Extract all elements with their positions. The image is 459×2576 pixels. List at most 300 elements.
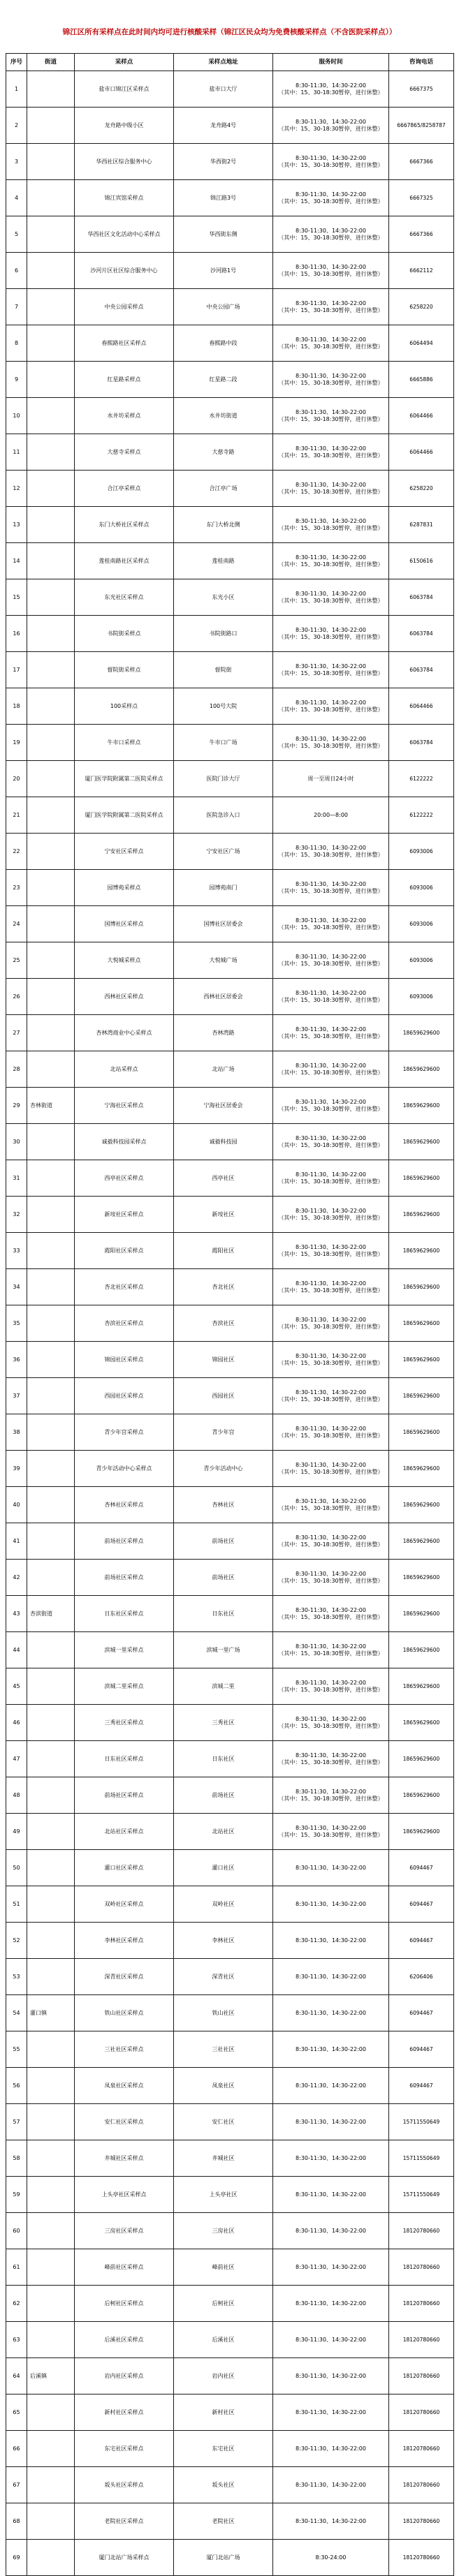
row-site-name: 中央公园采样点 — [75, 289, 174, 325]
row-street — [27, 725, 75, 761]
row-phone: 18659629600 — [389, 1741, 454, 1777]
row-street — [27, 1378, 75, 1414]
row-number: 23 — [6, 870, 27, 906]
table-row — [6, 1523, 454, 1560]
row-number: 67 — [6, 2467, 27, 2503]
row-number: 8 — [6, 325, 27, 362]
row-service-time: 8:30-11:30、14:30-22:00 （其中：15、30-18:30暂停，进行休整） — [273, 1632, 389, 1668]
table-row — [6, 1451, 454, 1487]
row-phone: 15711550649 — [389, 2140, 454, 2177]
row-address: 宁海社区居委会 — [174, 1088, 273, 1124]
row-street — [27, 253, 75, 289]
row-number: 36 — [6, 1342, 27, 1378]
row-service-time: 8:30-11:30、14:30-22:00 — [273, 2286, 389, 2322]
row-phone: 18659629600 — [389, 1705, 454, 1741]
row-street — [27, 1051, 75, 1088]
row-service-time: 8:30-11:30、14:30-22:00 — [273, 2177, 389, 2213]
row-street — [27, 797, 75, 834]
row-phone: 6667865/8258787 — [389, 108, 454, 144]
row-service-time: 8:30-11:30、14:30-22:00 （其中：15、30-18:30暂停，进行休整） — [273, 1124, 389, 1160]
row-phone: 6093006 — [389, 870, 454, 906]
table-row — [6, 579, 454, 616]
row-street — [27, 1233, 75, 1269]
table-row — [6, 1051, 454, 1088]
table-row — [6, 1705, 454, 1741]
row-number: 58 — [6, 2140, 27, 2177]
row-number: 1 — [6, 71, 27, 108]
row-street — [27, 2394, 75, 2431]
row-service-time: 8:30-11:30、14:30-22:00 （其中：15、30-18:30暂停，进行休整） — [273, 1342, 389, 1378]
row-site-name: 凤泉社区采样点 — [75, 2068, 174, 2104]
table-row — [6, 1995, 454, 2031]
row-street — [27, 652, 75, 688]
row-street — [27, 1160, 75, 1197]
row-number: 47 — [6, 1741, 27, 1777]
row-phone: 15711550649 — [389, 2177, 454, 2213]
row-number: 31 — [6, 1160, 27, 1197]
row-number: 63 — [6, 2322, 27, 2358]
header-site: 采样点 — [75, 54, 174, 71]
row-number: 34 — [6, 1269, 27, 1305]
table-row — [6, 1088, 454, 1124]
table-row — [6, 2540, 454, 2576]
row-phone: 6122222 — [389, 761, 454, 797]
row-site-name: 北站社区采样点 — [75, 1814, 174, 1850]
row-phone: 6662112 — [389, 253, 454, 289]
row-service-time: 8:30-11:30、14:30-22:00 （其中：15、30-18:30暂停，进行休整） — [273, 942, 389, 979]
table-row — [6, 1197, 454, 1233]
row-address: 医院门诊大厅 — [174, 761, 273, 797]
table-row — [6, 761, 454, 797]
row-phone: 6287831 — [389, 507, 454, 543]
table-row — [6, 1560, 454, 1596]
table-body — [6, 54, 454, 2576]
row-phone: 18659629600 — [389, 1233, 454, 1269]
row-street — [27, 1959, 75, 1995]
row-street: 灌口镇 — [27, 1995, 75, 2031]
row-number: 69 — [6, 2540, 27, 2576]
table-row — [6, 906, 454, 942]
row-number: 12 — [6, 471, 27, 507]
row-site-name: 灌口社区采样点 — [75, 1850, 174, 1886]
row-site-name: 春熙路社区采样点 — [75, 325, 174, 362]
row-phone: 18120780660 — [389, 2431, 454, 2467]
row-service-time: 8:30-11:30、14:30-22:00 — [273, 2322, 389, 2358]
row-street — [27, 1850, 75, 1886]
row-service-time: 8:30-11:30、14:30-22:00 （其中：15、30-18:30暂停，进行休整） — [273, 1560, 389, 1596]
row-address: 红星路二段 — [174, 362, 273, 398]
row-site-name: 前场社区采样点 — [75, 1560, 174, 1596]
table-row — [6, 1414, 454, 1451]
row-phone: 18659629600 — [389, 1088, 454, 1124]
table-row — [6, 1015, 454, 1051]
row-street — [27, 108, 75, 144]
row-site-name: 后柯社区采样点 — [75, 2286, 174, 2322]
row-address: 园博苑南门 — [174, 870, 273, 906]
row-street — [27, 1923, 75, 1959]
row-number: 61 — [6, 2249, 27, 2286]
row-site-name: 滨城二里采样点 — [75, 1668, 174, 1705]
row-phone: 18659629600 — [389, 1305, 454, 1342]
row-street — [27, 979, 75, 1015]
row-service-time: 8:30-11:30、14:30-22:00 （其中：15、30-18:30暂停，进行休整） — [273, 180, 389, 216]
row-street — [27, 2540, 75, 2576]
table-row — [6, 1668, 454, 1705]
row-phone: 6063784 — [389, 579, 454, 616]
row-site-name: 杏滨社区采样点 — [75, 1305, 174, 1342]
table-row — [6, 1124, 454, 1160]
table-row — [6, 253, 454, 289]
row-site-name: 100采样点 — [75, 688, 174, 725]
row-service-time: 8:30-11:30、14:30-22:00 — [273, 1850, 389, 1886]
row-street — [27, 1305, 75, 1342]
row-street — [27, 906, 75, 942]
table-row — [6, 362, 454, 398]
row-site-name: 井城社区采样点 — [75, 2140, 174, 2177]
row-phone: 6667325 — [389, 180, 454, 216]
row-site-name: 峰前社区采样点 — [75, 2249, 174, 2286]
row-street — [27, 870, 75, 906]
row-phone: 6094467 — [389, 1886, 454, 1923]
row-service-time: 8:30-11:30、14:30-22:00 （其中：15、30-18:30暂停，进行休整） — [273, 906, 389, 942]
row-phone: 18120780660 — [389, 2503, 454, 2540]
table-row — [6, 2177, 454, 2213]
row-address: 东光小区 — [174, 579, 273, 616]
row-service-time: 8:30-11:30、14:30-22:00 （其中：15、30-18:30暂停，进行休整） — [273, 434, 389, 471]
row-site-name: 新村社区采样点 — [75, 2394, 174, 2431]
row-number: 19 — [6, 725, 27, 761]
row-number: 18 — [6, 688, 27, 725]
row-address: 诚毅科技园 — [174, 1124, 273, 1160]
row-address: 前场社区 — [174, 1560, 273, 1596]
row-street — [27, 1560, 75, 1596]
row-street — [27, 180, 75, 216]
row-service-time: 8:30-11:30、14:30-22:00 （其中：15、30-18:30暂停，进行休整） — [273, 1741, 389, 1777]
header-phone: 咨询电话 — [389, 54, 454, 71]
row-site-name: 锦江宾馆采样点 — [75, 180, 174, 216]
row-number: 29 — [6, 1088, 27, 1124]
row-address: 李林社区 — [174, 1923, 273, 1959]
row-street — [27, 325, 75, 362]
row-service-time: 8:30-11:30、14:30-22:00 — [273, 2068, 389, 2104]
row-service-time: 8:30-11:30、14:30-22:00 （其中：15、30-18:30暂停，进行休整） — [273, 507, 389, 543]
row-site-name: 牛市口采样点 — [75, 725, 174, 761]
row-number: 30 — [6, 1124, 27, 1160]
row-address: 峰前社区 — [174, 2249, 273, 2286]
table-row — [6, 725, 454, 761]
table-row — [6, 2068, 454, 2104]
row-service-time: 8:30-11:30、14:30-22:00 （其中：15、30-18:30暂停，进行休整） — [273, 108, 389, 144]
row-number: 65 — [6, 2394, 27, 2431]
row-address: 坂头社区 — [174, 2467, 273, 2503]
row-site-name: 杏林社区采样点 — [75, 1487, 174, 1523]
row-number: 35 — [6, 1305, 27, 1342]
row-site-name: 大悦城采样点 — [75, 942, 174, 979]
row-site-name: 深青社区采样点 — [75, 1959, 174, 1995]
table-row — [6, 1487, 454, 1523]
row-street: 后溪镇 — [27, 2358, 75, 2394]
row-number: 40 — [6, 1487, 27, 1523]
row-number: 17 — [6, 652, 27, 688]
row-site-name: 沙河片区社区综合服务中心 — [75, 253, 174, 289]
row-address: 滨城二里 — [174, 1668, 273, 1705]
table-row — [6, 471, 454, 507]
row-phone: 6064466 — [389, 434, 454, 471]
row-address: 华西街2号 — [174, 144, 273, 180]
table-row — [6, 2394, 454, 2431]
table-row — [6, 1305, 454, 1342]
row-service-time: 8:30-11:30、14:30-22:00 （其中：15、30-18:30暂停，进行休整） — [273, 1814, 389, 1850]
row-site-name: 东光社区采样点 — [75, 579, 174, 616]
row-phone: 6206406 — [389, 1959, 454, 1995]
row-phone: 6667366 — [389, 216, 454, 253]
row-phone: 6093006 — [389, 834, 454, 870]
table-row — [6, 1596, 454, 1632]
row-number: 22 — [6, 834, 27, 870]
row-number: 64 — [6, 2358, 27, 2394]
row-address: 锦园社区 — [174, 1342, 273, 1378]
row-phone: 18659629600 — [389, 1197, 454, 1233]
table-row — [6, 2249, 454, 2286]
row-street — [27, 2031, 75, 2068]
row-address: 青少年宫 — [174, 1414, 273, 1451]
row-number: 27 — [6, 1015, 27, 1051]
row-site-name: 三秀社区采样点 — [75, 1705, 174, 1741]
row-number: 62 — [6, 2286, 27, 2322]
row-street — [27, 289, 75, 325]
row-street — [27, 2068, 75, 2104]
table-row — [6, 2503, 454, 2540]
row-site-name: 杏林湾商业中心采样点 — [75, 1015, 174, 1051]
row-service-time: 8:30-11:30、14:30-22:00 （其中：15、30-18:30暂停，进行休整） — [273, 870, 389, 906]
row-phone: 18120780660 — [389, 2249, 454, 2286]
header-street: 街道 — [27, 54, 75, 71]
row-address: 三秀社区 — [174, 1705, 273, 1741]
table-row — [6, 1269, 454, 1305]
row-phone: 6094467 — [389, 2068, 454, 2104]
row-site-name: 华西社区综合服务中心 — [75, 144, 174, 180]
row-address: 灌口社区 — [174, 1850, 273, 1886]
row-street — [27, 398, 75, 434]
row-address: 铁山社区 — [174, 1995, 273, 2031]
row-number: 2 — [6, 108, 27, 144]
row-site-name: 前场社区采样点 — [75, 1523, 174, 1560]
table-header-row — [6, 54, 454, 71]
table-row — [6, 1342, 454, 1378]
row-street — [27, 362, 75, 398]
row-phone: 18659629600 — [389, 1523, 454, 1560]
row-service-time: 8:30-11:30、14:30-22:00 （其中：15、30-18:30暂停，进行休整） — [273, 1596, 389, 1632]
row-service-time: 8:30-11:30、14:30-22:00 — [273, 1923, 389, 1959]
row-service-time: 8:30-11:30、14:30-22:00 （其中：15、30-18:30暂停，进行休整） — [273, 1487, 389, 1523]
row-number: 56 — [6, 2068, 27, 2104]
row-address: 后柯社区 — [174, 2286, 273, 2322]
row-service-time: 8:30-11:30、14:30-22:00 （其中：15、30-18:30暂停，进行休整） — [273, 1160, 389, 1197]
row-street — [27, 1269, 75, 1305]
row-site-name: 坂头社区采样点 — [75, 2467, 174, 2503]
row-street — [27, 1523, 75, 1560]
row-address: 华西街东侧 — [174, 216, 273, 253]
row-address: 岩内社区 — [174, 2358, 273, 2394]
row-address: 春熙路中段 — [174, 325, 273, 362]
row-address: 中央公园广场 — [174, 289, 273, 325]
row-site-name: 宁海社区采样点 — [75, 1088, 174, 1124]
row-street — [27, 507, 75, 543]
row-site-name: 日东社区采样点 — [75, 1741, 174, 1777]
row-service-time: 20:00—8:00 — [273, 797, 389, 834]
row-site-name: 李林社区采样点 — [75, 1923, 174, 1959]
row-phone: 18659629600 — [389, 1342, 454, 1378]
row-service-time: 8:30-11:30、14:30-22:00 （其中：15、30-18:30暂停，进行休整） — [273, 725, 389, 761]
table-row — [6, 616, 454, 652]
table-row — [6, 2358, 454, 2394]
row-site-name: 西亭社区采样点 — [75, 1160, 174, 1197]
row-address: 锦江路3号 — [174, 180, 273, 216]
row-address: 前场社区 — [174, 1777, 273, 1814]
row-service-time: 8:30-11:30、14:30-22:00 — [273, 2104, 389, 2140]
row-address: 上头亭社区 — [174, 2177, 273, 2213]
row-site-name: 铁山社区采样点 — [75, 1995, 174, 2031]
table-row — [6, 797, 454, 834]
row-site-name: 厦门医学院附属第二医院采样点 — [75, 797, 174, 834]
row-service-time: 8:30-11:30、14:30-22:00 （其中：15、30-18:30暂停，进行休整） — [273, 398, 389, 434]
row-phone: 18659629600 — [389, 1051, 454, 1088]
row-site-name: 新垵社区采样点 — [75, 1197, 174, 1233]
row-street — [27, 616, 75, 652]
table-row — [6, 543, 454, 579]
row-street — [27, 1777, 75, 1814]
row-street — [27, 1668, 75, 1705]
row-street — [27, 1886, 75, 1923]
row-number: 66 — [6, 2431, 27, 2467]
row-phone: 18120780660 — [389, 2358, 454, 2394]
row-phone: 6093006 — [389, 906, 454, 942]
table-row — [6, 289, 454, 325]
row-address: 深青社区 — [174, 1959, 273, 1995]
row-service-time: 8:30-11:30、14:30-22:00 （其中：15、30-18:30暂停，进行休整） — [273, 144, 389, 180]
row-service-time: 8:30-11:30、14:30-22:00 （其中：15、30-18:30暂停，进行休整） — [273, 1051, 389, 1088]
row-service-time: 8:30-11:30、14:30-22:00 （其中：15、30-18:30暂停，进行休整） — [273, 979, 389, 1015]
row-site-name: 青少年活动中心采样点 — [75, 1451, 174, 1487]
row-phone: 6094467 — [389, 1995, 454, 2031]
row-phone: 18659629600 — [389, 1269, 454, 1305]
row-street — [27, 1197, 75, 1233]
row-service-time: 8:30-11:30、14:30-22:00 （其中：15、30-18:30暂停，进行休整） — [273, 1414, 389, 1451]
row-service-time: 8:30-11:30、14:30-22:00 （其中：15、30-18:30暂停，进行休整） — [273, 71, 389, 108]
row-number: 38 — [6, 1414, 27, 1451]
row-street — [27, 1487, 75, 1523]
row-street — [27, 942, 75, 979]
row-phone: 6063784 — [389, 652, 454, 688]
row-service-time: 8:30-11:30、14:30-22:00 — [273, 2431, 389, 2467]
row-number: 49 — [6, 1814, 27, 1850]
row-address: 后溪社区 — [174, 2322, 273, 2358]
row-number: 14 — [6, 543, 27, 579]
table-row — [6, 2104, 454, 2140]
row-street — [27, 688, 75, 725]
row-phone: 6258220 — [389, 471, 454, 507]
row-number: 60 — [6, 2213, 27, 2249]
table-row — [6, 1233, 454, 1269]
row-phone: 18659629600 — [389, 1596, 454, 1632]
row-service-time: 8:30-11:30、14:30-22:00 （其中：15、30-18:30暂停，进行休整） — [273, 471, 389, 507]
row-service-time: 8:30-11:30、14:30-22:00 （其中：15、30-18:30暂停，进行休整） — [273, 688, 389, 725]
table-row — [6, 1850, 454, 1886]
row-address: 双岭社区 — [174, 1886, 273, 1923]
row-site-name: 大慈寺采样点 — [75, 434, 174, 471]
row-site-name: 上头亭社区采样点 — [75, 2177, 174, 2213]
row-address: 杏北社区 — [174, 1269, 273, 1305]
row-phone: 18659629600 — [389, 1451, 454, 1487]
row-site-name: 合江亭采样点 — [75, 471, 174, 507]
row-phone: 15711550649 — [389, 2104, 454, 2140]
row-site-name: 国博社区采样点 — [75, 906, 174, 942]
row-address: 老院社区 — [174, 2503, 273, 2540]
row-street — [27, 2249, 75, 2286]
row-address: 厦门北站广场 — [174, 2540, 273, 2576]
row-site-name: 后溪社区采样点 — [75, 2322, 174, 2358]
table-row — [6, 398, 454, 434]
table-row — [6, 2213, 454, 2249]
table-row — [6, 216, 454, 253]
row-service-time: 8:30-11:30、14:30-22:00 （其中：15、30-18:30暂停，进行休整） — [273, 579, 389, 616]
row-number: 10 — [6, 398, 27, 434]
row-service-time: 8:30-11:30、14:30-22:00 — [273, 2394, 389, 2431]
row-number: 37 — [6, 1378, 27, 1414]
row-phone: 18659629600 — [389, 1632, 454, 1668]
row-phone: 6122222 — [389, 797, 454, 834]
row-site-name: 龙舟路中级小区 — [75, 108, 174, 144]
row-site-name: 滨城一里采样点 — [75, 1632, 174, 1668]
row-phone: 18659629600 — [389, 1160, 454, 1197]
row-service-time: 8:30-11:30、14:30-22:00 （其中：15、30-18:30暂停，进行休整） — [273, 1378, 389, 1414]
row-address: 杏林社区 — [174, 1487, 273, 1523]
row-phone: 6063784 — [389, 725, 454, 761]
row-service-time: 周一至周日24小时 — [273, 761, 389, 797]
row-site-name: 宁安社区采样点 — [75, 834, 174, 870]
row-street — [27, 2213, 75, 2249]
header-service-time: 服务时间 — [273, 54, 389, 71]
row-service-time: 8:30-11:30、14:30-22:00 — [273, 1959, 389, 1995]
row-address: 杏滨社区 — [174, 1305, 273, 1342]
row-number: 9 — [6, 362, 27, 398]
row-street — [27, 144, 75, 180]
row-number: 6 — [6, 253, 27, 289]
row-phone: 18120780660 — [389, 2467, 454, 2503]
table-row — [6, 507, 454, 543]
table-row — [6, 1741, 454, 1777]
row-phone: 6064494 — [389, 325, 454, 362]
row-street — [27, 1632, 75, 1668]
row-phone: 18120780660 — [389, 2213, 454, 2249]
row-site-name: 水井坊采样点 — [75, 398, 174, 434]
row-street — [27, 1124, 75, 1160]
row-address: 三房社区 — [174, 2213, 273, 2249]
table-row — [6, 688, 454, 725]
row-service-time: 8:30-24:00 — [273, 2540, 389, 2576]
row-phone: 6150616 — [389, 543, 454, 579]
row-address: 盐市口大厅 — [174, 71, 273, 108]
row-service-time: 8:30-11:30、14:30-22:00 （其中：15、30-18:30暂停，进行休整） — [273, 1015, 389, 1051]
table-row — [6, 108, 454, 144]
row-address: 青少年活动中心 — [174, 1451, 273, 1487]
row-service-time: 8:30-11:30、14:30-22:00 — [273, 2140, 389, 2177]
table-row — [6, 2031, 454, 2068]
row-site-name: 北站采样点 — [75, 1051, 174, 1088]
row-phone: 6258220 — [389, 289, 454, 325]
row-phone: 6094467 — [389, 1923, 454, 1959]
table-row — [6, 2140, 454, 2177]
